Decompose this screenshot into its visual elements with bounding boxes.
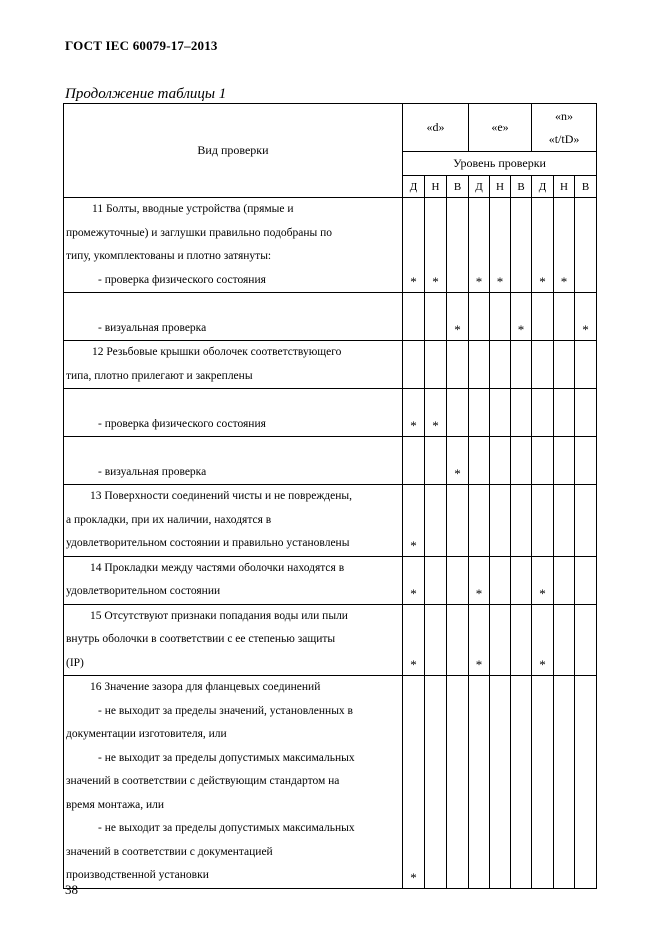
level-header-cell: Н bbox=[554, 176, 575, 198]
mark-cell: * bbox=[532, 604, 554, 676]
mark-cell bbox=[554, 556, 575, 604]
description-line: (IP) bbox=[66, 656, 84, 669]
mark-cell bbox=[554, 604, 575, 676]
mark-cell bbox=[511, 198, 532, 293]
table-row bbox=[64, 293, 597, 341]
mark-cell: * bbox=[469, 556, 490, 604]
mark-cell bbox=[447, 341, 469, 389]
mark-cell bbox=[532, 437, 554, 485]
description-line: - не выходит за пределы значений, установленных в bbox=[98, 704, 353, 717]
column-title: Вид проверки bbox=[197, 143, 269, 157]
mark-cell bbox=[447, 676, 469, 889]
description-line: 16 Значение зазора для фланцевых соединений bbox=[90, 681, 321, 693]
table-row bbox=[64, 485, 597, 557]
description-line: - не выходит за пределы допустимых максимальных bbox=[98, 751, 355, 764]
mark-cell bbox=[532, 293, 554, 341]
group-e-label: «e» bbox=[491, 120, 509, 134]
check-description bbox=[64, 604, 403, 676]
mark-cell bbox=[575, 198, 597, 293]
mark-cell bbox=[490, 341, 511, 389]
mark-cell bbox=[469, 676, 490, 889]
group-t-label: «t/tD» bbox=[548, 131, 580, 146]
mark-cell bbox=[554, 437, 575, 485]
description-line: 13 Поверхности соединений чисты и не повреждены, bbox=[90, 490, 352, 502]
table-row bbox=[64, 556, 597, 604]
table-row bbox=[64, 389, 597, 437]
mark-cell bbox=[447, 604, 469, 676]
inspection-level-header bbox=[403, 152, 597, 176]
mark-cell bbox=[403, 293, 425, 341]
mark-cell bbox=[490, 485, 511, 557]
description-line: значений в соответствии с документацией bbox=[66, 845, 273, 858]
group-n-label: «n» bbox=[555, 108, 574, 123]
mark-cell bbox=[490, 437, 511, 485]
mark-cell bbox=[575, 485, 597, 557]
mark-cell bbox=[575, 437, 597, 485]
group-d-label: «d» bbox=[426, 120, 445, 134]
level-header-cell: Н bbox=[425, 176, 447, 198]
mark-cell bbox=[575, 676, 597, 889]
level-header-cell: Д bbox=[403, 176, 425, 198]
mark-cell: * bbox=[469, 604, 490, 676]
mark-cell bbox=[511, 389, 532, 437]
mark-cell bbox=[403, 341, 425, 389]
mark-cell bbox=[575, 556, 597, 604]
table-row bbox=[64, 676, 597, 889]
mark-cell: * bbox=[447, 437, 469, 485]
mark-cell bbox=[554, 389, 575, 437]
mark-cell: * bbox=[532, 198, 554, 293]
column-title-cell bbox=[64, 104, 403, 198]
mark-cell: * bbox=[403, 198, 425, 293]
description-line: - проверка физического состояния bbox=[98, 417, 266, 430]
check-description bbox=[64, 485, 403, 557]
description-line: - проверка физического состояния bbox=[98, 273, 266, 286]
description-line: значений в соответствии с действующим стандартом на bbox=[66, 775, 340, 787]
mark-cell bbox=[425, 676, 447, 889]
description-line bbox=[66, 293, 399, 317]
description-line: - визуальная проверка bbox=[98, 465, 207, 478]
mark-cell: * bbox=[447, 293, 469, 341]
inspection-table bbox=[63, 103, 597, 889]
mark-cell bbox=[469, 389, 490, 437]
check-description bbox=[64, 198, 403, 293]
mark-cell bbox=[511, 556, 532, 604]
mark-cell bbox=[425, 341, 447, 389]
mark-cell: * bbox=[403, 485, 425, 557]
description-line: типа, плотно прилегают и закреплены bbox=[66, 369, 253, 382]
mark-cell: * bbox=[403, 604, 425, 676]
group-e-header bbox=[469, 104, 532, 152]
mark-cell: * bbox=[554, 198, 575, 293]
check-description bbox=[64, 676, 403, 889]
description-line: 15 Отсутствуют признаки попадания воды или пыли bbox=[90, 609, 348, 622]
description-line bbox=[66, 437, 399, 461]
mark-cell: * bbox=[425, 198, 447, 293]
check-description bbox=[64, 389, 403, 437]
mark-cell bbox=[425, 293, 447, 341]
mark-cell bbox=[447, 389, 469, 437]
table-row bbox=[64, 341, 597, 389]
description-line: типу, укомплектованы и плотно затянуты: bbox=[66, 250, 272, 262]
check-description bbox=[64, 437, 403, 485]
mark-cell: * bbox=[403, 676, 425, 889]
description-line: производственной установки bbox=[66, 869, 209, 881]
mark-cell bbox=[425, 604, 447, 676]
description-line: 12 Резьбовые крышки оболочек соответствующего bbox=[92, 346, 342, 358]
mark-cell bbox=[532, 676, 554, 889]
mark-cell bbox=[532, 485, 554, 557]
mark-cell bbox=[511, 604, 532, 676]
level-header-cell: Д bbox=[469, 176, 490, 198]
mark-cell bbox=[469, 485, 490, 557]
level-header-cell: В bbox=[447, 176, 469, 198]
description-line: внутрь оболочки в соответствии с ее степенью защиты bbox=[66, 633, 336, 645]
mark-cell bbox=[532, 341, 554, 389]
mark-cell: * bbox=[490, 198, 511, 293]
mark-cell: * bbox=[575, 293, 597, 341]
inspection-level-label: Уровень проверки bbox=[453, 156, 546, 170]
mark-cell bbox=[490, 293, 511, 341]
level-header-cell: В bbox=[511, 176, 532, 198]
mark-cell bbox=[575, 341, 597, 389]
mark-cell bbox=[490, 676, 511, 889]
description-line: удовлетворительном состоянии и правильно установлены bbox=[66, 537, 350, 549]
mark-cell bbox=[554, 485, 575, 557]
mark-cell bbox=[490, 389, 511, 437]
check-description bbox=[64, 341, 403, 389]
mark-cell bbox=[447, 485, 469, 557]
mark-cell: * bbox=[532, 556, 554, 604]
mark-cell bbox=[511, 341, 532, 389]
mark-cell bbox=[447, 198, 469, 293]
mark-cell bbox=[425, 485, 447, 557]
description-line: документации изготовителя, или bbox=[66, 728, 227, 740]
check-description bbox=[64, 556, 403, 604]
mark-cell: * bbox=[425, 389, 447, 437]
mark-cell bbox=[447, 556, 469, 604]
mark-cell bbox=[425, 437, 447, 485]
mark-cell bbox=[511, 676, 532, 889]
description-line: удовлетворительном состоянии bbox=[66, 585, 221, 597]
description-line: промежуточные) и заглушки правильно подобраны по bbox=[66, 226, 332, 239]
description-line: - визуальная проверка bbox=[98, 321, 207, 334]
mark-cell bbox=[469, 341, 490, 389]
mark-cell bbox=[554, 293, 575, 341]
table-row bbox=[64, 604, 597, 676]
mark-cell bbox=[511, 485, 532, 557]
mark-cell bbox=[532, 389, 554, 437]
mark-cell bbox=[554, 341, 575, 389]
group-d-header bbox=[403, 104, 469, 152]
table-caption: Продолжение таблицы 1 bbox=[65, 86, 227, 102]
mark-cell bbox=[575, 604, 597, 676]
mark-cell bbox=[554, 676, 575, 889]
mark-cell bbox=[469, 437, 490, 485]
table-row bbox=[64, 437, 597, 485]
check-description bbox=[64, 293, 403, 341]
mark-cell: * bbox=[403, 556, 425, 604]
mark-cell bbox=[490, 556, 511, 604]
mark-cell: * bbox=[403, 389, 425, 437]
description-line: 14 Прокладки между частями оболочки находятся в bbox=[90, 561, 345, 574]
mark-cell bbox=[575, 389, 597, 437]
table-row bbox=[64, 198, 597, 293]
description-line: время монтажа, или bbox=[66, 798, 165, 811]
mark-cell bbox=[403, 437, 425, 485]
document-header: ГОСТ IEC 60079-17–2013 bbox=[65, 38, 218, 53]
level-header-cell: Д bbox=[532, 176, 554, 198]
mark-cell bbox=[469, 293, 490, 341]
level-header-cell: В bbox=[575, 176, 597, 198]
description-line bbox=[66, 389, 399, 413]
group-n-header bbox=[532, 104, 597, 152]
description-line: - не выходит за пределы допустимых максимальных bbox=[98, 822, 355, 834]
mark-cell bbox=[511, 437, 532, 485]
mark-cell: * bbox=[469, 198, 490, 293]
mark-cell bbox=[490, 604, 511, 676]
description-line: 11 Болты, вводные устройства (прямые и bbox=[92, 203, 294, 215]
description-line: а прокладки, при их наличии, находятся в bbox=[66, 513, 272, 526]
level-header-cell: Н bbox=[490, 176, 511, 198]
mark-cell bbox=[425, 556, 447, 604]
mark-cell: * bbox=[511, 293, 532, 341]
page-number: 38 bbox=[65, 882, 78, 897]
